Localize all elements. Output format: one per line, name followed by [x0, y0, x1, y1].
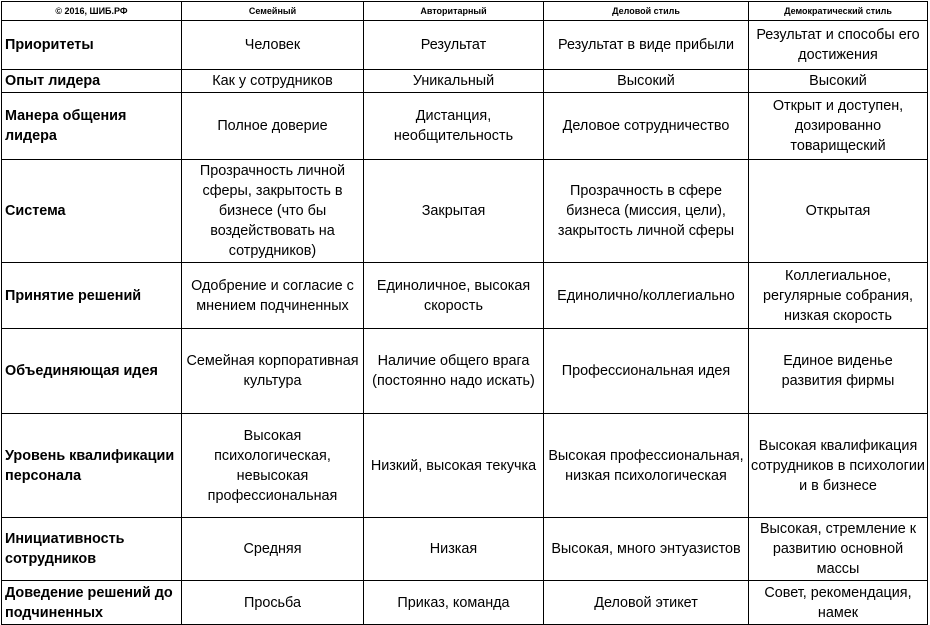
table-cell: Высокая, много энтуазистов [544, 518, 749, 581]
table-cell: Семейная корпоративная культура [182, 329, 364, 414]
table-cell: Высокая психологическая, невысокая профессиональная [182, 414, 364, 518]
table-cell: Единое виденье развития фирмы [749, 329, 928, 414]
table-cell: Результат в виде прибыли [544, 21, 749, 70]
table-cell: Уникальный [364, 70, 544, 93]
table-row [2, 93, 928, 160]
table-cell: Результат [364, 21, 544, 70]
table-cell: Одобрение и согласие с мнением подчиненных [182, 263, 364, 329]
table-cell: Открыт и доступен, дозированно товарищеский [749, 93, 928, 160]
table-cell: Открытая [749, 160, 928, 263]
table-cell: Единоличное, высокая скорость [364, 263, 544, 329]
column-header-family: Семейный [182, 2, 364, 21]
table-cell: Прозрачность личной сферы, закрытость в бизнесе (что бы воздействовать на сотрудников) [182, 160, 364, 263]
table-cell: Низкая [364, 518, 544, 581]
table-row [2, 263, 928, 329]
table-cell: Наличие общего врага (постоянно надо искать) [364, 329, 544, 414]
table-row [2, 160, 928, 263]
table-row [2, 70, 928, 93]
table-cell: Единолично/коллегиально [544, 263, 749, 329]
table-cell: Высокая профессиональная, низкая психологическая [544, 414, 749, 518]
column-header-authoritarian: Авторитарный [364, 2, 544, 21]
table-cell: Приказ, команда [364, 581, 544, 625]
table-cell: Высокая квалификация сотрудников в психологии и в бизнесе [749, 414, 928, 518]
row-label: Объединяющая идея [2, 329, 182, 414]
table-cell: Дистанция, необщительность [364, 93, 544, 160]
table-cell: Закрытая [364, 160, 544, 263]
table-cell: Низкий, высокая текучка [364, 414, 544, 518]
row-label: Доведение решений до подчиненных [2, 581, 182, 625]
table-cell: Полное доверие [182, 93, 364, 160]
table-cell: Высокий [749, 70, 928, 93]
row-label: Система [2, 160, 182, 263]
table-cell: Деловое сотрудничество [544, 93, 749, 160]
table-cell: Результат и способы его достижения [749, 21, 928, 70]
table-cell: Коллегиальное, регулярные собрания, низкая скорость [749, 263, 928, 329]
table-cell: Человек [182, 21, 364, 70]
table-row [2, 414, 928, 518]
table-cell: Средняя [182, 518, 364, 581]
table-cell: Высокий [544, 70, 749, 93]
column-header-business: Деловой стиль [544, 2, 749, 21]
table-cell: Профессиональная идея [544, 329, 749, 414]
leadership-styles-table [1, 1, 928, 625]
row-label: Приоритеты [2, 21, 182, 70]
row-label: Принятие решений [2, 263, 182, 329]
row-label: Уровень квалификации персонала [2, 414, 182, 518]
header-row [2, 2, 928, 21]
table-cell: Высокая, стремление к развитию основной массы [749, 518, 928, 581]
table-cell: Совет, рекомендация, намек [749, 581, 928, 625]
table-row [2, 518, 928, 581]
row-label: Инициативность сотрудников [2, 518, 182, 581]
column-header-democratic: Демократический стиль [749, 2, 928, 21]
copyright-label: © 2016, ШИБ.РФ [2, 2, 182, 21]
row-label: Опыт лидера [2, 70, 182, 93]
table-row [2, 21, 928, 70]
row-label: Манера общения лидера [2, 93, 182, 160]
table-cell: Прозрачность в сфере бизнеса (миссия, цели), закрытость личной сферы [544, 160, 749, 263]
table-cell: Деловой этикет [544, 581, 749, 625]
table-cell: Как у сотрудников [182, 70, 364, 93]
table-cell: Просьба [182, 581, 364, 625]
table-row [2, 329, 928, 414]
